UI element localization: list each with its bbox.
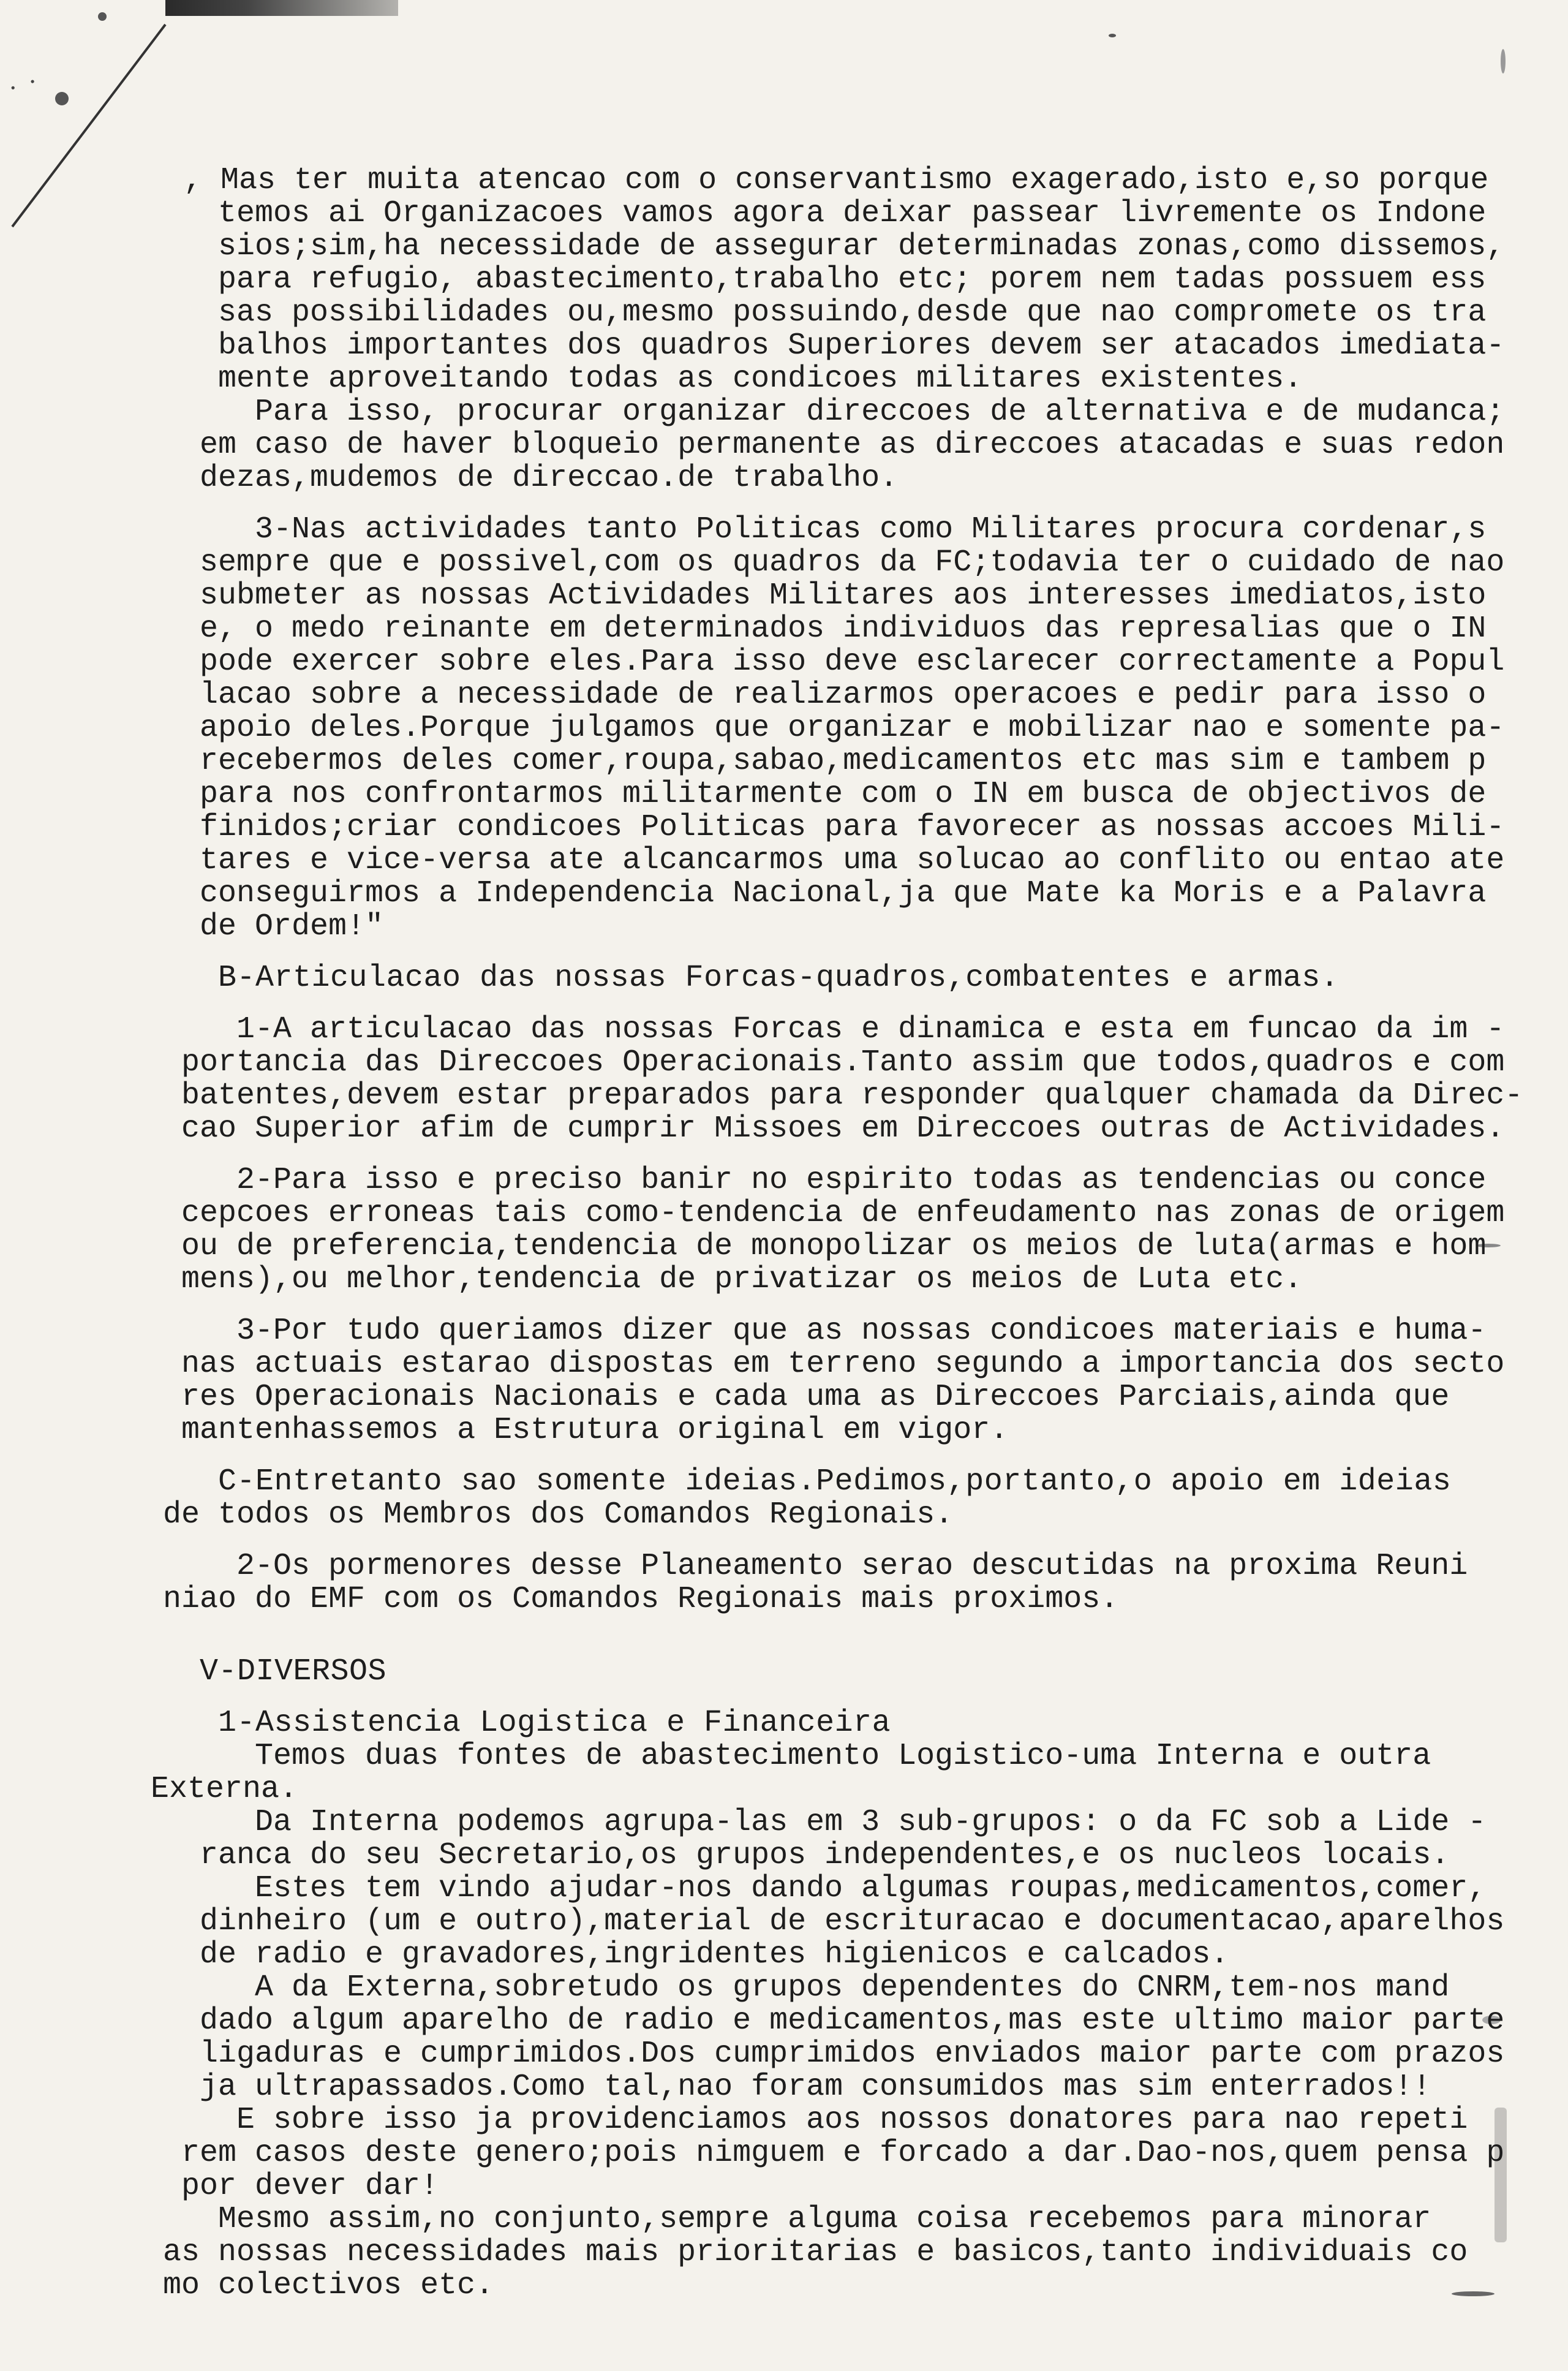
text-line: tares e vice-versa ate alcancarmos uma solucao ao conflito ou entao ate bbox=[200, 843, 1505, 878]
text-line: 2-Para isso e preciso banir no espirito todas as tendencias ou conce bbox=[236, 1163, 1487, 1198]
text-line: rem casos deste genero;pois nimguem e forcado a dar.Dao-nos,quem pensa p bbox=[181, 2136, 1505, 2171]
text-line: Externa. bbox=[151, 1772, 298, 1807]
text-line: por dever dar! bbox=[181, 2169, 439, 2204]
text-line: finidos;criar condicoes Politicas para favorecer as nossas accoes Mili- bbox=[200, 810, 1505, 845]
text-line: e, o medo reinante em determinados individuos das represalias que o IN bbox=[200, 611, 1487, 646]
text-line: Estes tem vindo ajudar-nos dando algumas roupas,medicamentos,comer, bbox=[255, 1871, 1487, 1906]
text-line: para refugio, abastecimento,trabalho etc; porem nem tadas possuem ess bbox=[218, 262, 1487, 297]
text-line: res Operacionais Nacionais e cada uma as Direccoes Parciais,ainda que bbox=[181, 1380, 1450, 1415]
scan-speck bbox=[98, 12, 107, 21]
section-heading: B-Articulacao das nossas Forcas-quadros,combatentes e armas. bbox=[218, 961, 1340, 996]
scan-speck bbox=[1501, 49, 1506, 74]
text-line: mente aproveitando todas as condicoes militares existentes. bbox=[218, 361, 1303, 396]
text-line: mo colectivos etc. bbox=[163, 2268, 494, 2303]
text-line: 1-A articulacao das nossas Forcas e dinamica e esta em funcao da im - bbox=[236, 1012, 1505, 1047]
text-line: , Mas ter muita atencao com o conservantismo exagerado,isto e,so porque bbox=[184, 163, 1489, 198]
text-line: de radio e gravadores,ingridentes higienicos e calcados. bbox=[200, 1937, 1229, 1972]
text-line: mantenhassemos a Estrutura original em vigor. bbox=[181, 1413, 1009, 1448]
text-line: ligaduras e cumprimidos.Dos cumprimidos enviados maior parte com prazos bbox=[200, 2036, 1505, 2071]
text-line: dado algum aparelho de radio e medicamentos,mas este ultimo maior parte bbox=[200, 2003, 1505, 2038]
scan-speck bbox=[1109, 34, 1116, 37]
text-line: Da Interna podemos agrupa-las em 3 sub-grupos: o da FC sob a Lide - bbox=[255, 1805, 1487, 1840]
text-line: batentes,devem estar preparados para responder qualquer chamada da Direc- bbox=[181, 1078, 1523, 1113]
text-line: as nossas necessidades mais prioritarias e basicos,tanto individuais co bbox=[163, 2235, 1468, 2270]
text-line: pode exercer sobre eles.Para isso deve esclarecer correctamente a Popul bbox=[200, 645, 1505, 679]
text-line: recebermos deles comer,roupa,sabao,medicamentos etc mas sim e tambem p bbox=[200, 744, 1487, 779]
text-line: E sobre isso ja providenciamos aos nossos donatores para nao repeti bbox=[236, 2103, 1468, 2138]
text-line: niao do EMF com os Comandos Regionais mais proximos. bbox=[163, 1582, 1119, 1617]
text-line: mens),ou melhor,tendencia de privatizar os meios de Luta etc. bbox=[181, 1262, 1303, 1297]
text-line: cepcoes erroneas tais como-tendencia de enfeudamento nas zonas de origem bbox=[181, 1196, 1505, 1231]
scan-speck bbox=[1494, 2108, 1507, 2242]
section-heading: V-DIVERSOS bbox=[200, 1654, 387, 1689]
text-line: Mesmo assim,no conjunto,sempre alguma coisa recebemos para minorar bbox=[218, 2202, 1431, 2237]
scan-speck bbox=[1452, 2291, 1494, 2296]
text-line: Temos duas fontes de abastecimento Logistico-uma Interna e outra bbox=[255, 1739, 1431, 1774]
text-line: conseguirmos a Independencia Nacional,ja que Mate ka Moris e a Palavra bbox=[200, 876, 1487, 911]
text-line: dezas,mudemos de direccao.de trabalho. bbox=[200, 461, 899, 496]
text-line: para nos confrontarmos militarmente com o IN em busca de objectivos de bbox=[200, 777, 1487, 812]
text-line: de Ordem!" bbox=[200, 909, 384, 944]
text-line: Para isso, procurar organizar direccoes de alternativa e de mudanca; bbox=[255, 395, 1505, 429]
text-line: submeter as nossas Actividades Militares aos interesses imediatos,isto bbox=[200, 578, 1487, 613]
scan-speck bbox=[55, 92, 69, 105]
text-line: ranca do seu Secretario,os grupos independentes,e os nucleos locais. bbox=[200, 1838, 1450, 1873]
text-line: 2-Os pormenores desse Planeamento serao descutidas na proxima Reuni bbox=[236, 1549, 1468, 1584]
text-line: temos ai Organizacoes vamos agora deixar passear livremente os Indone bbox=[218, 196, 1487, 231]
text-line: balhos importantes dos quadros Superiores devem ser atacados imediata- bbox=[218, 328, 1505, 363]
text-line: A da Externa,sobretudo os grupos dependentes do CNRM,tem-nos mand bbox=[255, 1970, 1450, 2005]
subsection-heading: 1-Assistencia Logistica e Financeira bbox=[218, 1706, 891, 1741]
text-line: ou de preferencia,tendencia de monopolizar os meios de luta(armas e hom bbox=[181, 1229, 1487, 1264]
text-line: 3-Nas actividades tanto Politicas como Militares procura cordenar,s bbox=[255, 512, 1487, 547]
text-line: de todos os Membros dos Comandos Regionais. bbox=[163, 1497, 954, 1532]
text-line: portancia das Direccoes Operacionais.Tanto assim que todos,quadros e com bbox=[181, 1045, 1505, 1080]
text-line: 3-Por tudo queriamos dizer que as nossas condicoes materiais e huma- bbox=[236, 1314, 1487, 1348]
handwritten-margin-mark: · · bbox=[5, 66, 43, 104]
text-line: sas possibilidades ou,mesmo possuindo,desde que nao compromete os tra bbox=[218, 295, 1487, 330]
text-line: dinheiro (um e outro),material de escrituracao e documentacao,aparelhos bbox=[200, 1904, 1505, 1939]
text-line: apoio deles.Porque julgamos que organizar e mobilizar nao e somente pa- bbox=[200, 711, 1505, 746]
text-line: nas actuais estarao dispostas em terreno segundo a importancia dos secto bbox=[181, 1347, 1505, 1382]
text-line: ja ultrapassados.Como tal,nao foram consumidos mas sim enterrados!! bbox=[200, 2070, 1431, 2104]
text-line: sios;sim,ha necessidade de assegurar determinadas zonas,como dissemos, bbox=[218, 229, 1505, 264]
text-line: lacao sobre a necessidade de realizarmos operacoes e pedir para isso o bbox=[200, 678, 1487, 713]
text-line: sempre que e possivel,com os quadros da FC;todavia ter o cuidado de nao bbox=[200, 545, 1505, 580]
text-line: cao Superior afim de cumprir Missoes em Direccoes outras de Actividades. bbox=[181, 1111, 1505, 1146]
section-heading: C-Entretanto sao somente ideias.Pedimos,portanto,o apoio em ideias bbox=[218, 1464, 1452, 1499]
text-line: em caso de haver bloqueio permanente as direccoes atacadas e suas redon bbox=[200, 428, 1505, 463]
